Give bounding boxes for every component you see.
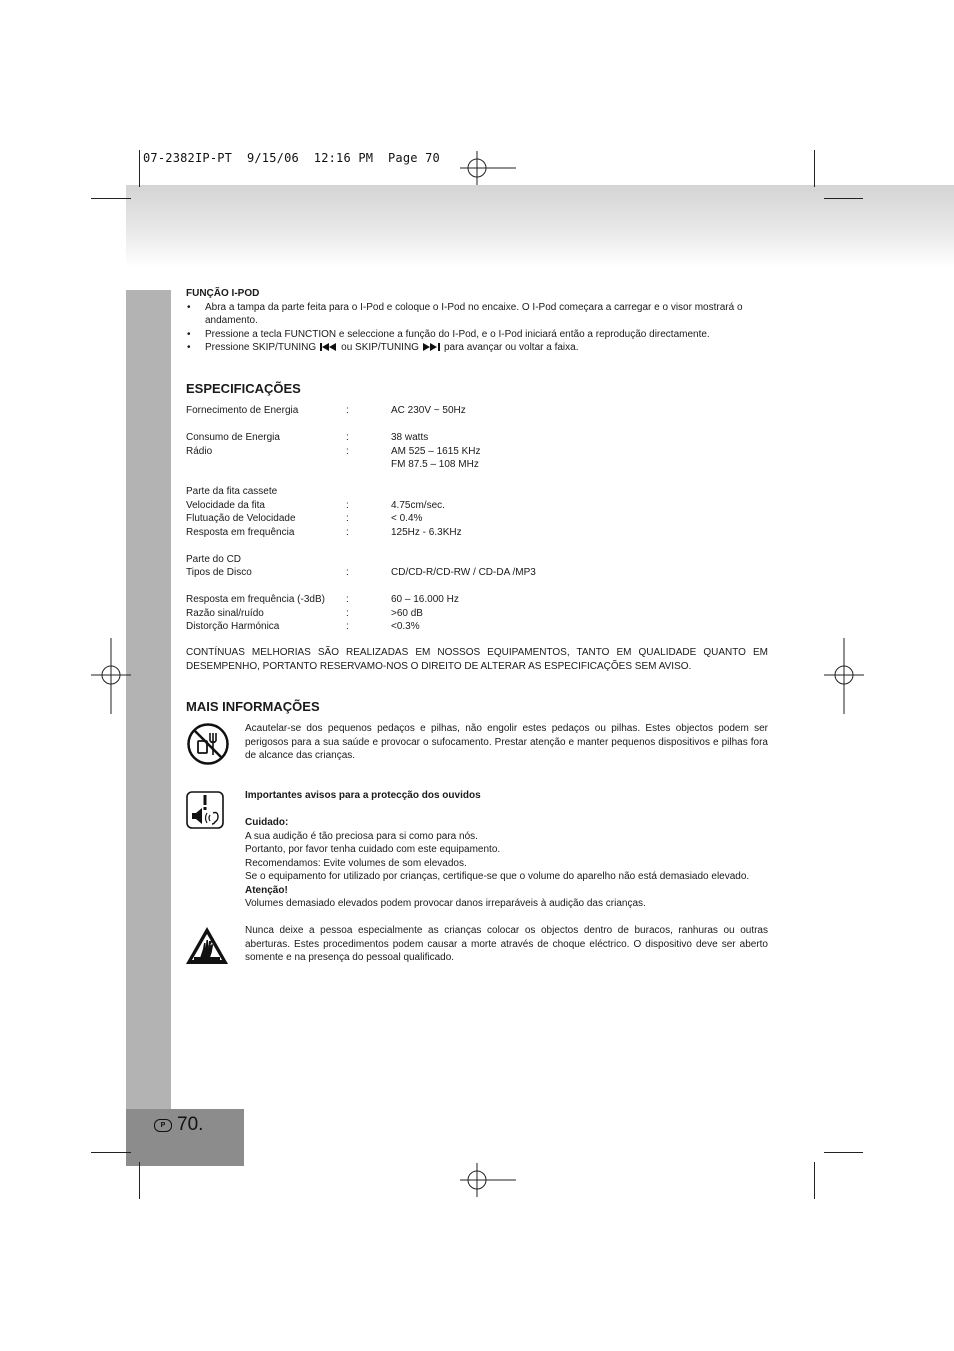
list-item: • Pressione SKIP/TUNING ou SKIP/TUNING para avançar ou voltar a faixa. — [186, 341, 768, 355]
hearing-warning-icon — [186, 791, 224, 829]
spec-row: Resposta em frequência (-3dB) : 60 – 16.000 Hz — [186, 594, 459, 605]
small-parts-warning: Acautelar-se dos pequenos pedaços e pilhas, não engolir estes pedaços ou pilhas. Estes objectos podem ser perigosos para a sua saúde e provocar o sufocamento. Prestar atenção e manter pequenos dispositivos e pilhas fora de alcance das crianças. — [245, 723, 768, 761]
list-item: • Pressione a tecla FUNCTION e seleccione a função do I-Pod, e o I-Pod iniciará então a reprodução directamente. — [186, 328, 768, 342]
shock-warning: Nunca deixe a pessoa especialmente as crianças colocar os objectos dentro de buracos, ranhuras ou outras aberturas. Estes procedimentos podem causar a morte através de choque eléctrico. O dispositivo deve ser aberto somente e na presença do pessoal qualificado. — [245, 925, 768, 963]
crop-mark — [814, 1162, 815, 1199]
hearing-line: Recomendamos: Evite volumes de som elevados. — [245, 857, 467, 869]
page-number-text: 70. — [177, 1114, 204, 1135]
print-header: 07-2382IP-PT 9/15/06 12:16 PM Page 70 — [143, 151, 440, 165]
spec-row: Flutuação de Velocidade : < 0.4% — [186, 513, 423, 524]
spec-row: Velocidade da fita : 4.75cm/sec. — [186, 499, 445, 511]
spec-row: Tipos de Disco : CD/CD-R/CD-RW / CD-DA /MP3 — [186, 567, 536, 578]
spec-row: Distorção Harmónica : <0.3% — [186, 621, 420, 632]
spec-row: Parte do CD — [186, 553, 242, 565]
registration-mark-icon — [824, 638, 864, 714]
spec-row: Consumo de Energia : 38 watts — [186, 432, 429, 443]
language-badge: P — [154, 1119, 172, 1132]
hearing-line: Se o equipamento for utilizado por crianças, certifique-se que o volume do aparelho não está demasiado elevado. — [245, 871, 750, 882]
spec-row: Fornecimento de Energia : AC 230V ~ 50Hz — [186, 405, 466, 416]
spec-row: Parte da fita cassete — [186, 486, 278, 497]
more-info-title: MAIS INFORMAÇÕES — [186, 699, 320, 714]
electric-shock-warning-icon — [185, 926, 229, 965]
hearing-title: Importantes avisos para a protecção dos ouvidos — [245, 790, 481, 801]
spec-row: Rádio : AM 525 – 1615 KHz — [186, 445, 481, 457]
specs-title: ESPECIFICAÇÕES — [186, 381, 301, 396]
attention-text: Volumes demasiado elevados podem provocar danos irreparáveis à audição das crianças. — [245, 898, 646, 909]
hearing-warning — [245, 789, 768, 911]
spec-row: Razão sinal/ruído : >60 dB — [186, 607, 423, 619]
hearing-line: A sua audição é tão preciosa para si como para nós. — [245, 830, 478, 842]
registration-mark-icon — [460, 151, 516, 185]
specs-table — [186, 404, 768, 634]
skip-forward-icon — [423, 343, 440, 351]
crop-mark — [824, 198, 863, 199]
page-number — [154, 1114, 203, 1136]
crop-mark — [91, 198, 131, 199]
crop-mark — [139, 150, 140, 187]
crop-mark — [139, 1162, 140, 1199]
ipod-section — [186, 287, 768, 355]
ipod-bullet-list — [186, 301, 768, 355]
spec-row: FM 87.5 – 108 MHz — [391, 459, 479, 470]
attention-title: Atenção! — [245, 884, 288, 896]
side-gray-bar — [126, 290, 171, 1110]
caution-title: Cuidado: — [245, 817, 289, 828]
crop-mark — [91, 1152, 131, 1153]
registration-mark-icon — [460, 1163, 516, 1197]
registration-mark-icon — [91, 638, 131, 714]
ipod-section-title: FUNÇÃO I-POD — [186, 288, 260, 299]
crop-mark — [824, 1152, 863, 1153]
specs-notice: CONTÍNUAS MELHORIAS SÃO REALIZADAS EM NOSSOS EQUIPAMENTOS, TANTO EM QUALIDADE QUANTO EM DESEMPENHO, PORTANTO RESERVAMO-NOS O DIREITO DE ALTERAR AS ESPECIFICAÇÕES SEM AVISO. — [186, 647, 768, 672]
hearing-line: Portanto, por favor tenha cuidado com este equipamento. — [245, 844, 501, 855]
crop-mark — [814, 150, 815, 187]
list-item: • Abra a tampa da parte feita para o I-Pod e coloque o I-Pod no encaixe. O I-Pod começara a carregar e o visor mostrará o andamento. — [186, 301, 768, 328]
spec-row: Resposta em frequência : 125Hz - 6.3KHz — [186, 526, 462, 538]
skip-back-icon — [320, 343, 337, 351]
no-small-parts-icon — [186, 722, 230, 766]
